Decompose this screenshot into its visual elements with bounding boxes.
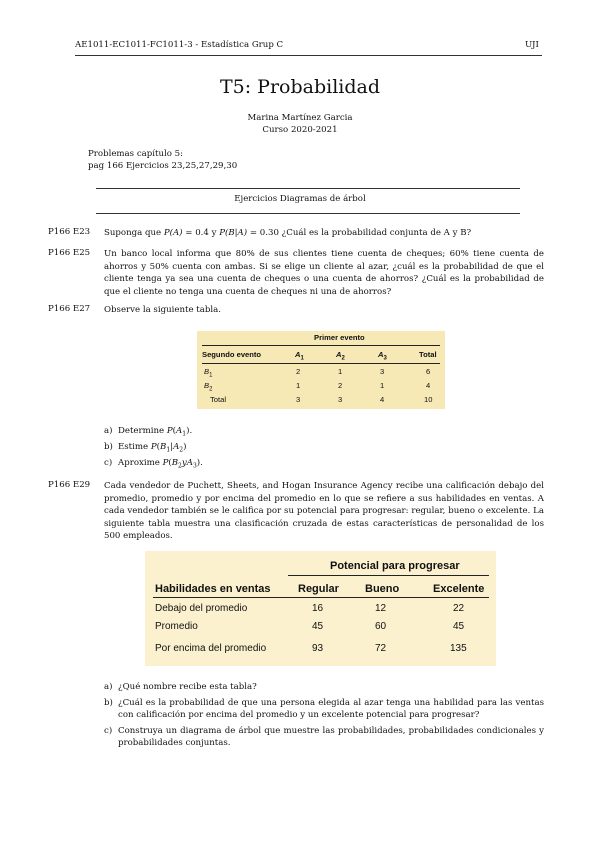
event-table [197,331,445,409]
problems-line-1: Problemas capítulo 5: [88,149,184,159]
sales-table-cell: 45 [312,621,324,632]
sales-table-cell: 60 [375,621,387,632]
event-table-cell: 4 [426,381,431,390]
event-table-col-a1: $A_1$ [295,350,304,362]
event-table-cell: 10 [424,395,433,404]
sales-table-cell: 45 [453,621,465,632]
event-table-cell: 4 [380,395,385,404]
section-rule-bottom [96,213,520,214]
sales-table-cell: 93 [312,643,324,654]
event-table-cell: 3 [296,395,301,404]
event-table-row-label-b1: $B_1$ [204,367,213,379]
e27-item-c: c) Aproxime $P(B_2yA_3)$. [104,458,203,470]
problems-line-2: pag 166 Ejercicios 23,25,27,29,30 [88,161,238,171]
e29-item-a: a) ¿Qué nombre recibe esta tabla? [104,682,257,692]
exercise-text-e23: Suponga que P(A) = 0.4 y P(B|A) = 0.30 ¿Cuál es la probabilidad conjunta de A y B? [104,228,472,238]
e29-item-b: b) ¿Cuál es la probabilidad de que una persona elegida al azar tenga una habilidad para las ventas con calificación por encima del promedio y un excelente potencial para progresar? [104,698,544,721]
event-table-group-header: Primer evento [314,333,365,342]
exercise-number-e29: P166 E29 [48,480,91,490]
sales-table [145,551,496,666]
exercise-number-e23: P166 E23 [48,227,91,237]
event-table-row-label-total: Total [210,395,227,404]
page-title: T5: Probabilidad [219,76,381,98]
e29-item-c: c) Construya un diagrama de árbol que muestre las probabilidades, probabilidades condicionales y probabilidades conjuntas. [104,726,544,749]
header-rule [75,55,542,56]
e27-item-b: b) Estime $P(B_1|A_2)$ [104,442,187,454]
event-table-cell: 1 [380,381,385,390]
running-header-right: UJI [525,40,539,50]
exercise-number-e27: P166 E27 [48,304,91,314]
event-table-cell: 2 [296,367,301,376]
event-table-row-header: Segundo evento [202,350,262,359]
event-table-cell: 3 [338,395,343,404]
sales-table-row-label: Por encima del promedio [155,643,267,654]
event-table-cell: 1 [338,367,343,376]
event-table-col-a2: $A_2$ [336,350,345,362]
exercise-text-e29: Cada vendedor de Puchett, Sheets, and Hogan Insurance Agency recibe una calificación debajo del promedio, promedio y por encima del promedio en lo que se refiere a sus habilidades en ventas. A cada vendedor también se le califica por su potencial para progresar: regular, bueno o excelente. La siguiente tabla muestra una clasificación cruzada de estas características de personalidad de los 500 empleados. [104,481,544,542]
sales-table-group-header: Potencial para progresar [330,560,460,572]
event-table-cell: 1 [296,381,301,390]
course: Curso 2020-2021 [262,125,338,135]
sales-table-col-excelente: Excelente [433,583,485,595]
sales-table-cell: 22 [453,603,465,614]
sales-table-cell: 12 [375,603,387,614]
running-header-left: AE1011-EC1011-FC1011-3 - Estadística Grup C [75,40,284,50]
e27-item-a: a) Determine $P(A_1)$. [104,426,193,438]
event-table-cell: 2 [338,381,343,390]
exercise-number-e25: P166 E25 [48,248,91,258]
sales-table-row-label: Promedio [155,621,198,632]
sales-table-cell: 16 [312,603,324,614]
exercise-text-e27: Observe la siguiente tabla. [104,305,221,315]
author: Marina Martínez Garcia [247,113,353,123]
event-table-col-a3: $A_3$ [378,350,387,362]
event-table-col-total: Total [419,350,437,359]
section-title: Ejercicios Diagramas de árbol [234,194,366,204]
sales-table-row-header: Habilidades en ventas [155,583,271,595]
sales-table-row-label: Debajo del promedio [155,603,248,614]
event-table-cell: 3 [380,367,385,376]
sales-table-cell: 72 [375,643,387,654]
sales-table-cell: 135 [450,643,467,654]
event-table-row-label-b2: $B_2$ [204,381,213,393]
sales-table-col-bueno: Bueno [365,583,400,595]
section-rule-top [96,188,520,189]
sales-table-col-regular: Regular [298,583,339,595]
event-table-cell: 6 [426,367,431,376]
exercise-text-e25: Un banco local informa que 80% de sus clientes tiene cuenta de cheques; 60% tiene cuenta de ahorros y 50% cuenta con ambas. Si se elige un cliente al azar, ¿cuál es la probabilidad de que el cliente tenga ya sea una cuenta de cheques o una cuenta de ahorros? ¿Cuál es la probabilidad de que el cliente no tenga una cuenta de cheques ni una de ahorros? [104,249,544,297]
